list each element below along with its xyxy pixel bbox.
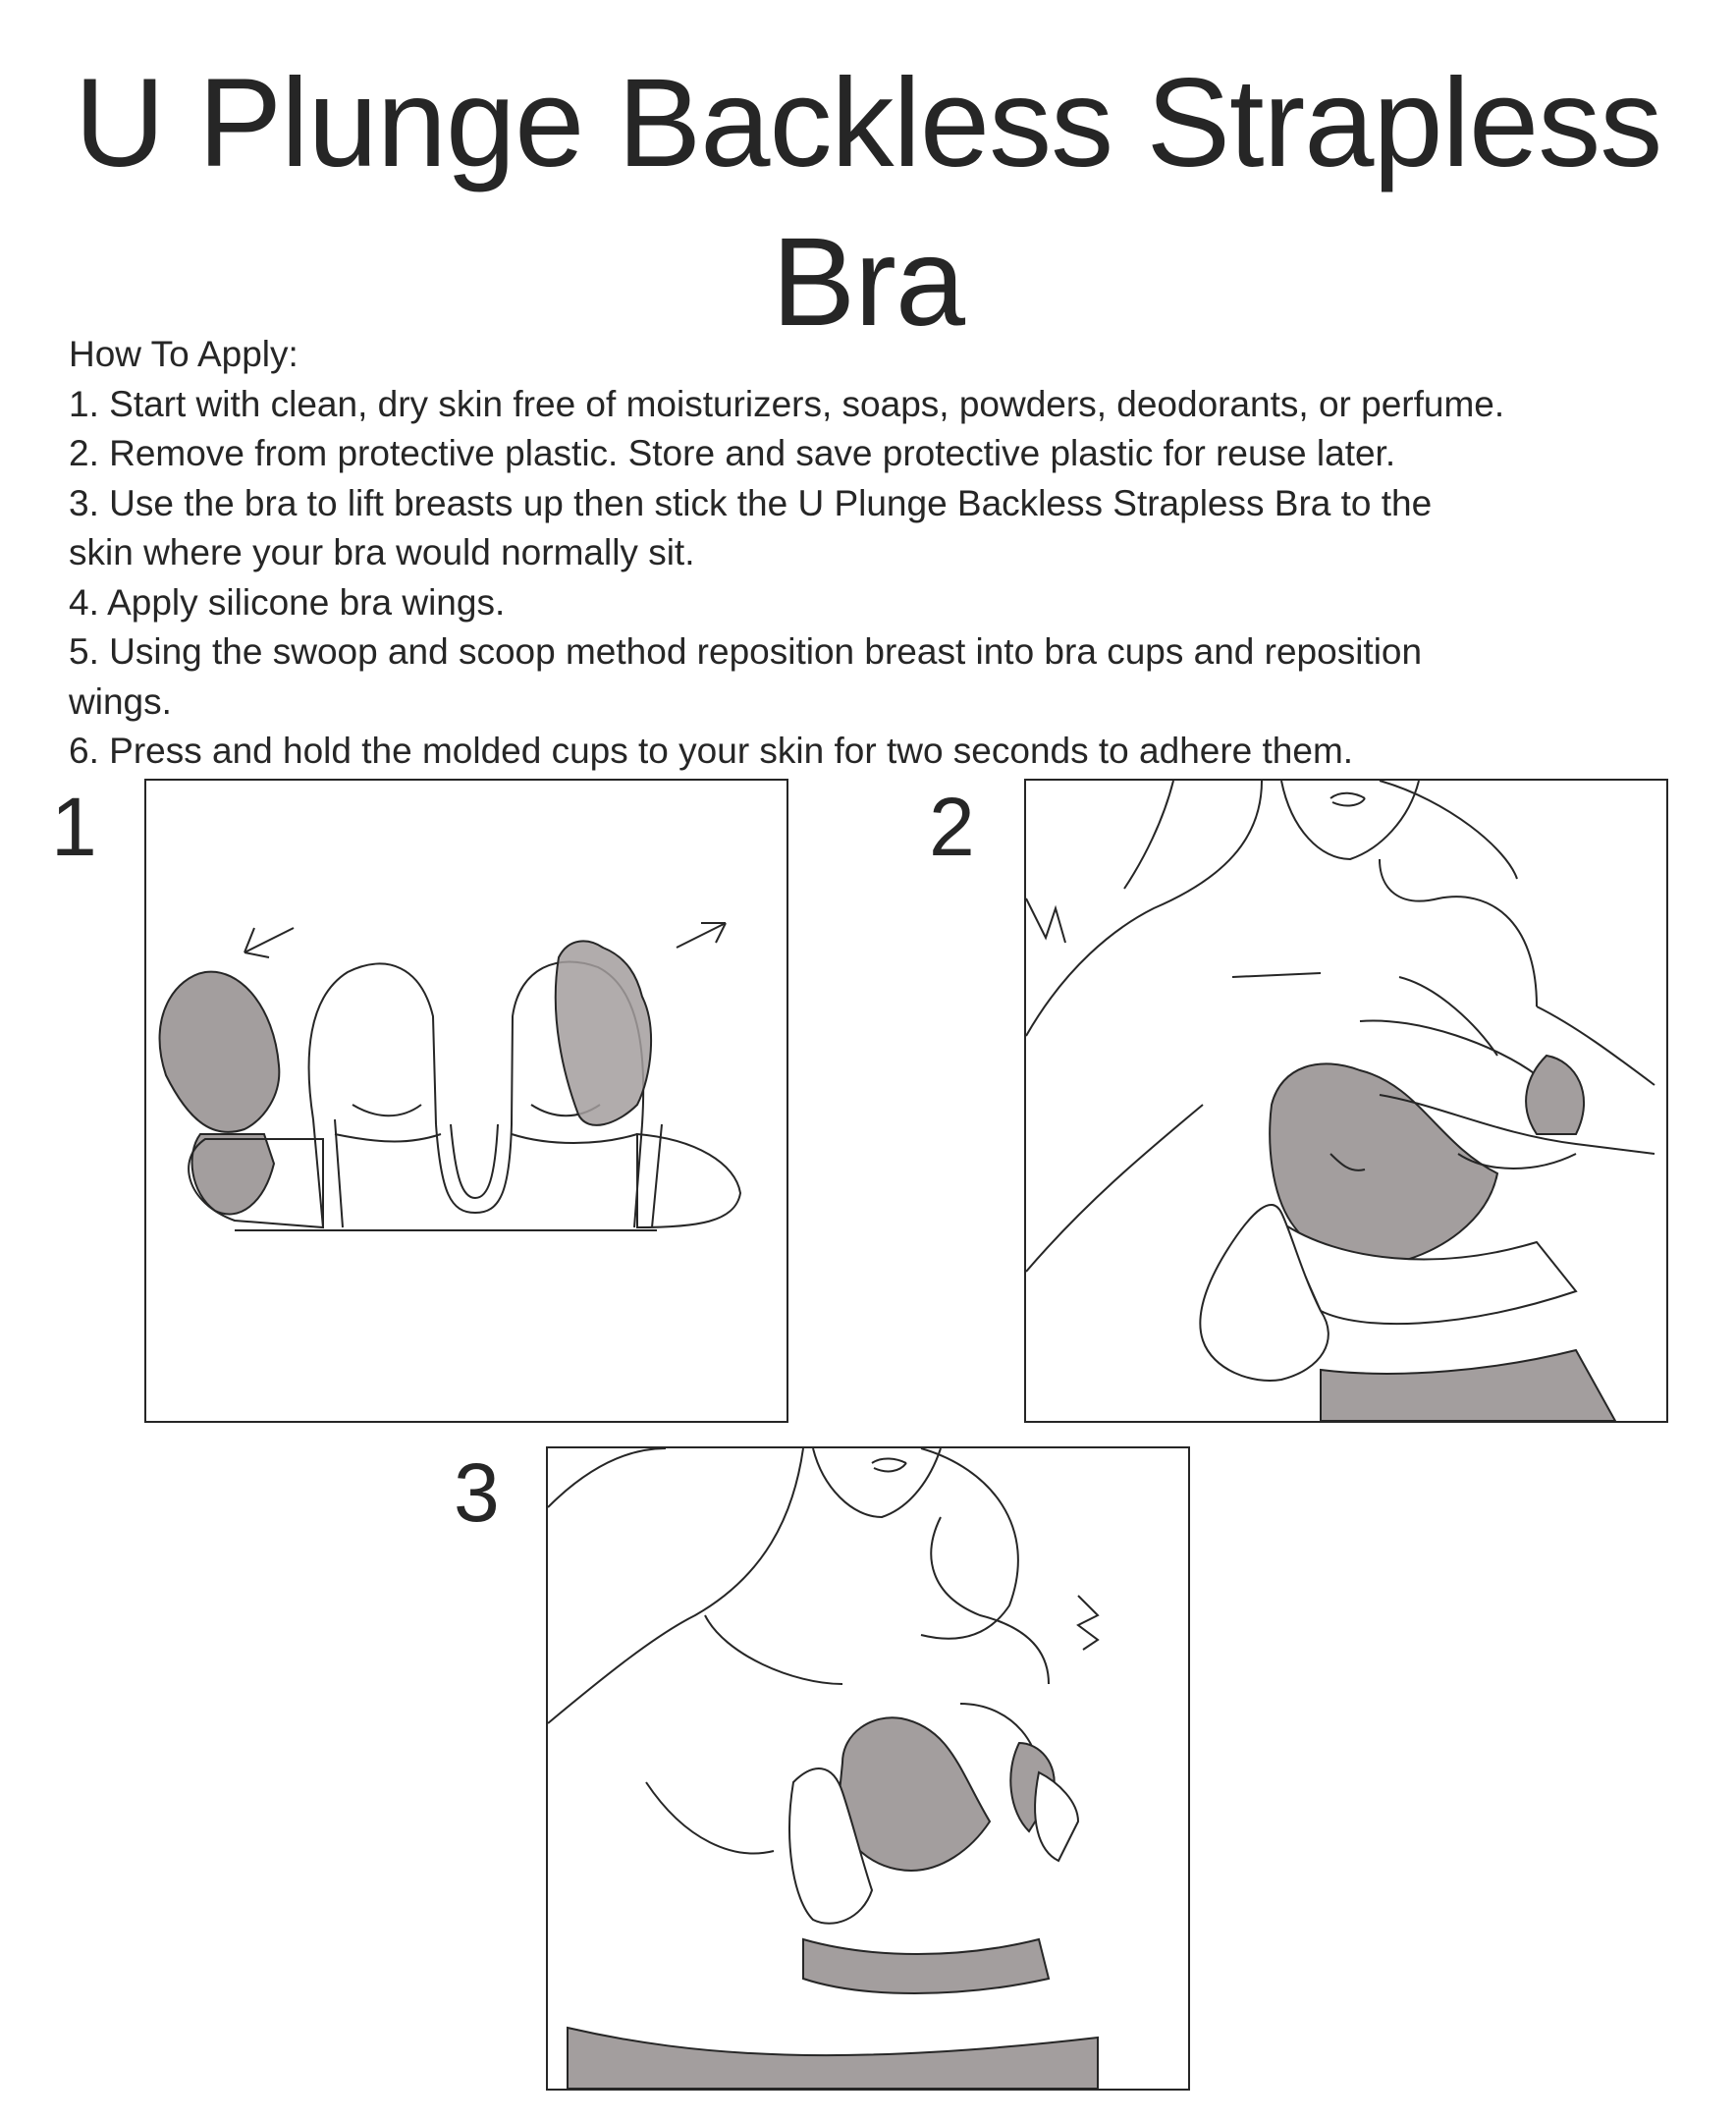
page-title: U Plunge Backless Strapless Bra: [74, 53, 1662, 353]
panel-1: [144, 779, 788, 1423]
instructions: [69, 330, 1699, 777]
apply-bra-illustration: [1026, 781, 1666, 1421]
press-cups-illustration: [548, 1448, 1188, 2089]
panel-1-number: 1: [51, 781, 97, 873]
bra-with-wings-illustration: [146, 781, 787, 1421]
panel-2: [1024, 779, 1668, 1423]
instruction-line: 4. Apply silicone bra wings.: [69, 581, 506, 623]
instruction-line: 1. Start with clean, dry skin free of moisturizers, soaps, powders, deodorants, or perfume.: [69, 383, 1505, 424]
instructions-heading: How To Apply:: [69, 334, 298, 374]
instruction-line: skin where your bra would normally sit.: [69, 532, 695, 572]
instruction-line: 5. Using the swoop and scoop method reposition breast into bra cups and reposition: [69, 631, 1423, 672]
instruction-line: 3. Use the bra to lift breasts up then stick the U Plunge Backless Strapless Bra to the: [69, 482, 1433, 523]
instruction-line: 2. Remove from protective plastic. Store and save protective plastic for reuse later.: [69, 433, 1396, 473]
instruction-line: wings.: [69, 680, 172, 722]
panel-3-number: 3: [454, 1446, 500, 1539]
panel-2-number: 2: [929, 781, 975, 873]
panel-3: [546, 1446, 1190, 2091]
instruction-line: 6. Press and hold the molded cups to your skin for two seconds to adhere them.: [69, 731, 1354, 771]
